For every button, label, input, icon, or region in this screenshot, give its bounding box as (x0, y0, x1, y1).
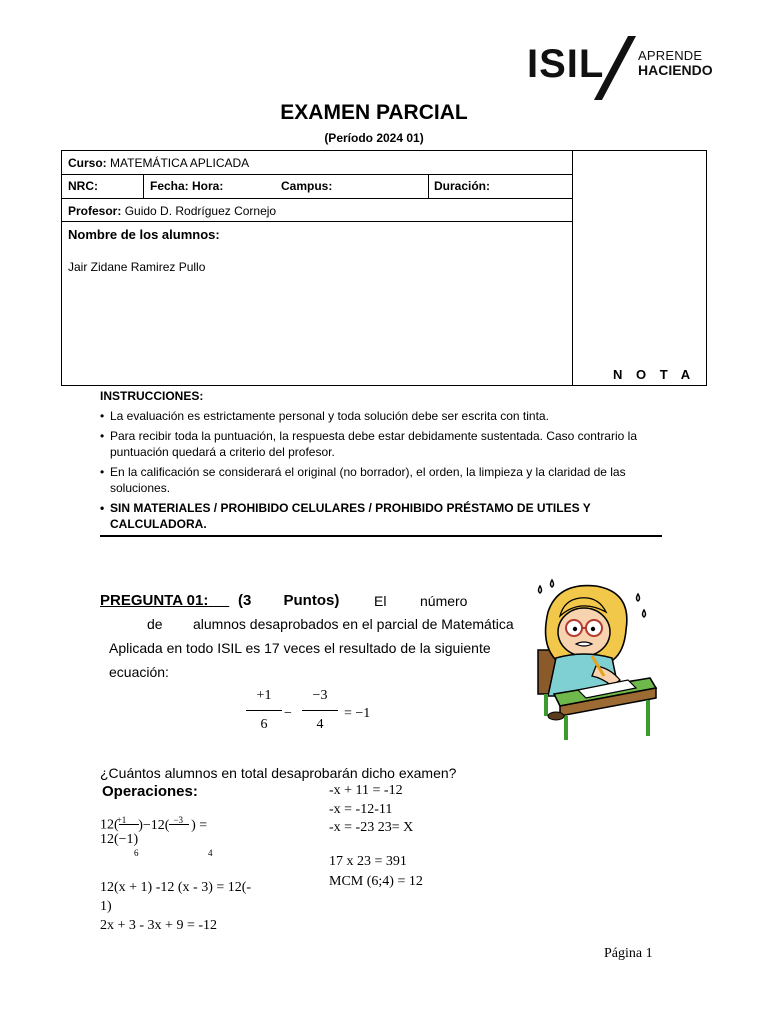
fecha-hora-label: Fecha: Hora: (150, 179, 224, 193)
operation-line-1 (100, 815, 207, 834)
fraction-2-numerator: −3 (312, 688, 328, 703)
curso-value: MATEMÁTICA APLICADA (110, 156, 250, 170)
duracion-label: Duración: (434, 179, 491, 193)
fraction-1-numerator: +1 (256, 688, 272, 703)
logo-tagline-1: APRENDE (638, 48, 703, 63)
operation-line-4: 1) (100, 899, 112, 914)
exam-header-table (61, 150, 707, 386)
instruction-item: • Para recibir toda la puntuación, la respuesta debe estar debidamente sustentada. Caso contrario la puntuación quedará a criterio del profesor. (100, 428, 670, 460)
instruction-item-rules: • SIN MATERIALES / PROHIBIDO CELULARES / PROHIBIDO PRÉSTAMO DE UTILES Y CALCULADORA. (100, 500, 670, 532)
question-points: (3 Puntos) (238, 592, 340, 609)
question-ask: ¿Cuántos alumnos en total desaprobarán dicho examen? (100, 765, 457, 781)
exam-period: (Período 2024 01) (324, 131, 424, 145)
operation-right-6: MCM (6;4) = 12 (329, 874, 423, 889)
operation-right-3: -x = -23 23= X (329, 820, 414, 835)
question-text-line-3: Aplicada en todo ISIL es 17 veces el resultado de la siguiente (109, 640, 491, 656)
question-label-block (100, 592, 229, 609)
question-text-numero: número (420, 593, 468, 609)
question-label: PREGUNTA 01: (100, 592, 209, 609)
student-cartoon-illustration (526, 576, 658, 744)
question-text-de: de (147, 616, 163, 632)
question-text-el: El (374, 593, 387, 609)
operation-right-1: -x + 11 = -12 (329, 783, 403, 798)
op-part: ) = (191, 817, 208, 833)
nrc-label: NRC: (68, 179, 98, 193)
page-number: Página 1 (604, 946, 653, 961)
logo-tagline-2: HACIENDO (638, 62, 713, 78)
op-part: 12( (100, 817, 119, 833)
campus-label: Campus: (281, 179, 333, 193)
equation-fraction-1 (246, 688, 282, 733)
operation-right-2: -x = -12-11 (329, 802, 393, 817)
question-text-line-4: ecuación: (109, 664, 169, 680)
equation-rhs: = −1 (344, 706, 371, 721)
alumnos-label: Nombre de los alumnos: (68, 227, 220, 242)
instruction-item: • En la calificación se considerará el original (no borrador), el orden, la limpieza y la claridad de las soluciones. (100, 464, 670, 496)
fraction-1-denominator: 6 (260, 717, 268, 732)
operation-line-3: 12(x + 1) -12 (x - 3) = 12(- (100, 880, 252, 895)
profesor-label: Profesor: (68, 204, 122, 218)
question-text-line-2: alumnos desaprobados en el parcial de Matemática (193, 616, 514, 632)
instructions (100, 388, 670, 536)
operation-sub-4: 4 (208, 848, 213, 858)
operation-line-2: 12(−1) (100, 832, 139, 847)
instructions-heading: INSTRUCCIONES: (100, 389, 204, 403)
operation-right-5: 17 x 23 = 391 (329, 854, 407, 869)
section-divider (100, 535, 662, 537)
nota-label: N O T A (613, 367, 696, 382)
profesor-value: Guido D. Rodríguez Cornejo (124, 204, 277, 218)
alumno-name: Jair Zidane Ramirez Pullo (68, 260, 206, 274)
equation-fraction-2 (302, 688, 338, 733)
logo-brand: ISIL (527, 42, 605, 86)
op-part: )−12( (138, 817, 170, 833)
op-sup: +1 (116, 815, 127, 825)
operation-line-5: 2x + 3 - 3x + 9 = -12 (100, 918, 218, 933)
equation-minus: − (284, 706, 292, 721)
curso-label: Curso: (68, 156, 107, 170)
instruction-item: • La evaluación es estrictamente personal y toda solución debe ser escrita con tinta. (100, 408, 670, 424)
profesor-row (68, 204, 276, 218)
isil-logo (527, 36, 717, 98)
operations-heading: Operaciones: (102, 783, 198, 800)
exam-title: EXAMEN PARCIAL (280, 101, 468, 124)
op-sup: −3 (173, 815, 184, 825)
operation-sub-6: 6 (134, 848, 139, 858)
curso-row (68, 156, 249, 170)
fraction-2-denominator: 4 (316, 717, 324, 732)
